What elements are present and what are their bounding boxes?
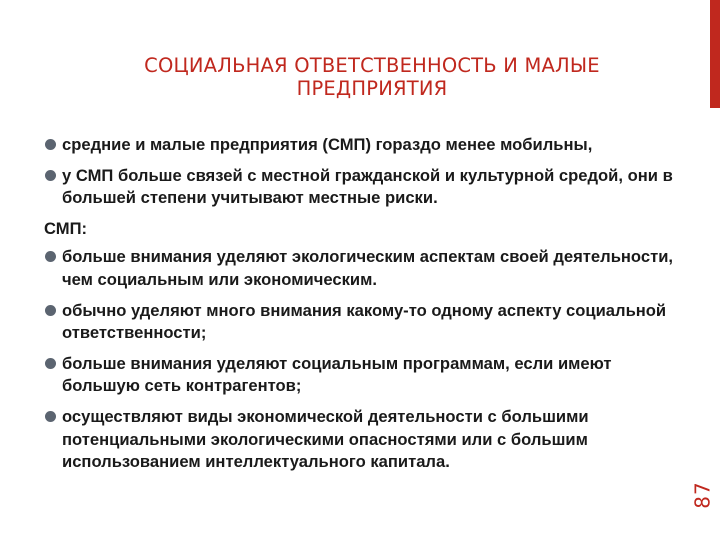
list-item: [14, 353, 674, 398]
section-heading: СМП:: [44, 218, 88, 238]
list-item: [14, 165, 674, 210]
list-item-text: больше внимания уделяют экологическим аспектам своей деятельности, чем социальным или экономическим.: [62, 247, 674, 289]
slide-body: [14, 134, 674, 482]
list-item-text: обычно уделяют много внимания какому-то одному аспекту социальной ответственности;: [62, 300, 667, 343]
page-number-text: 87: [690, 481, 715, 509]
bullet-icon: [45, 358, 56, 369]
bullet-icon: [45, 411, 56, 422]
bullet-icon: [45, 139, 56, 150]
list-item: [14, 300, 674, 345]
bullet-icon: [45, 170, 56, 181]
bullet-icon: [45, 251, 56, 262]
list-item-text: у СМП больше связей с местной гражданской и культурной средой, они в большей степени учитывают местные риски.: [62, 165, 673, 208]
list-item: [14, 134, 674, 157]
list-item-text: больше внимания уделяют социальным программам, если имеют большую сеть контрагентов;: [62, 353, 612, 396]
slide-title: СОЦИАЛЬНАЯ ОТВЕТСТВЕННОСТЬ И МАЛЫЕ ПРЕДПРИЯТИЯ: [144, 54, 600, 100]
accent-bar: [710, 0, 720, 108]
bullet-icon: [45, 305, 56, 316]
list-item-text: осуществляют виды экономической деятельности с большими потенциальными экологическими опасностями или с большим использованием интеллектуального капитала.: [62, 406, 589, 472]
page-number: [688, 460, 718, 530]
list-item: [14, 406, 674, 474]
list-item-text: средние и малые предприятия (СМП) гораздо менее мобильны,: [62, 135, 593, 154]
list-item: [14, 246, 674, 291]
